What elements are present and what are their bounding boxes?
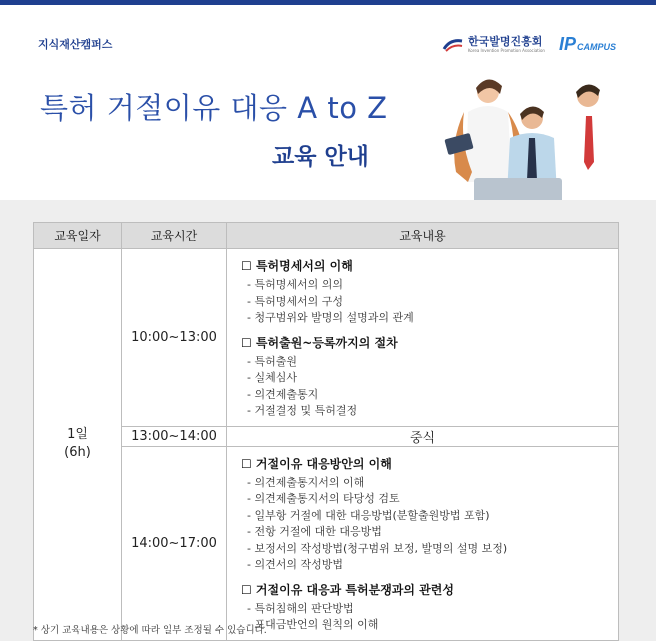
- time-cell: 13:00~14:00: [122, 426, 227, 446]
- table-header-row: [34, 223, 619, 249]
- list-item: - 의견제출통지: [247, 387, 319, 401]
- list-item: - 전항 거절에 대한 대응방법: [247, 525, 382, 538]
- table-row: [34, 249, 619, 427]
- list-item: - 거절결정 및 특허결정: [247, 404, 358, 417]
- header-time: 교육시간: [122, 223, 227, 249]
- header-date: 교육일자: [34, 223, 122, 249]
- list-item: - 포대금반언의 원칙의 이해: [247, 618, 379, 631]
- list-item: - 특허출원: [247, 354, 297, 368]
- list-item: - 일부항 거절에 대한 대응방법(분할출원방법 포함): [247, 508, 490, 522]
- list-item: - 의견제출통지서의 이해: [247, 475, 365, 489]
- page-title: 특허 거절이유 대응 A to Z: [40, 91, 388, 125]
- schedule-table: [33, 222, 619, 641]
- list-item: - 의견제출통지서의 타당성 검토: [247, 492, 400, 505]
- list-item: - 의견서의 작성방법: [247, 558, 343, 571]
- date-line1: 1일: [67, 427, 88, 443]
- time-cell: 10:00~13:00: [122, 249, 227, 427]
- list-item: - 실체심사: [247, 371, 297, 384]
- list-item: - 청구범위와 발명의 설명과의 관계: [247, 311, 414, 324]
- list-item: - 특허명세서의 구성: [247, 294, 343, 308]
- date-cell: [34, 249, 122, 641]
- campus-label: 지식재산캠퍼스: [38, 38, 113, 51]
- top-rule: [0, 0, 656, 5]
- kipa-name: 한국발명진흥회: [467, 35, 543, 48]
- section-title: ☐ 거절이유 대응방안의 이해: [241, 456, 392, 471]
- table-row: [34, 446, 619, 640]
- ip-logo-big: IP: [558, 34, 576, 54]
- kipa-logo-icon: [442, 37, 464, 53]
- time-cell: 14:00~17:00: [122, 446, 227, 640]
- ip-logo-small: CAMPUS: [576, 42, 616, 52]
- page-subtitle: 교육 안내: [272, 144, 369, 170]
- section-title: ☐ 특허명세서의 이해: [241, 259, 353, 273]
- content-cell: [227, 249, 619, 427]
- table-row: [34, 426, 619, 446]
- footnote: * 상기 교육내용은 상황에 따라 일부 조정될 수 있습니다.: [33, 625, 267, 636]
- ip-campus-logo: [559, 34, 616, 55]
- logo-group: [442, 34, 616, 55]
- list-item: - 특허침해의 판단방법: [247, 601, 354, 615]
- section-title: ☐ 특허출원~등록까지의 절차: [241, 335, 398, 350]
- people-with-laptop-illustration: [420, 72, 640, 220]
- header-content: 교육내용: [227, 223, 619, 249]
- list-item: - 특허명세서의 의의: [247, 278, 343, 291]
- list-item: - 보정서의 작성방법(청구범위 보정, 발명의 설명 보정): [247, 541, 508, 555]
- kipa-subtitle: Korea Invention Promotion Association: [467, 48, 545, 53]
- section-title: ☐ 거절이유 대응과 특허분쟁과의 관련성: [241, 582, 454, 597]
- kipa-logo: [442, 36, 545, 53]
- date-line2: (6h): [64, 445, 91, 461]
- content-cell: [227, 446, 619, 640]
- break-cell: 중식: [227, 426, 619, 446]
